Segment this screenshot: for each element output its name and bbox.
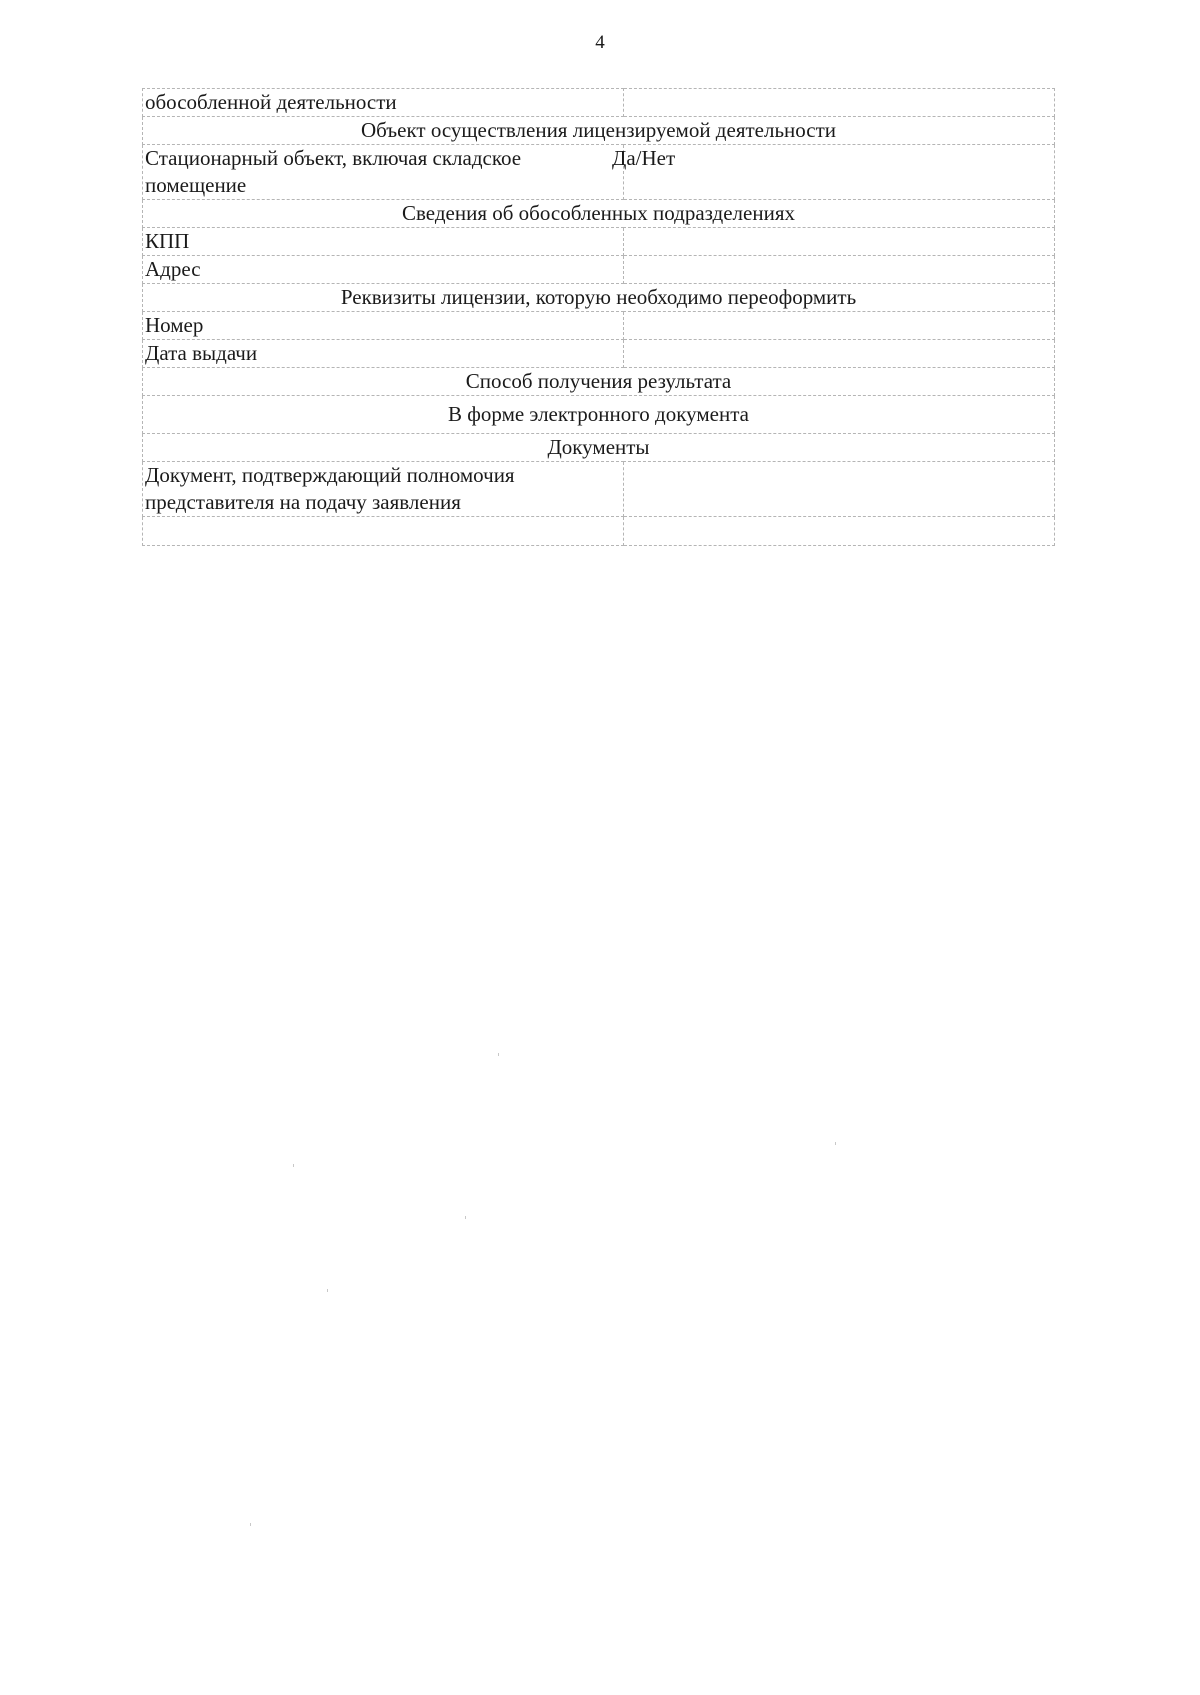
table-row <box>143 368 1055 396</box>
table-row <box>143 312 1055 340</box>
license-section-header: Реквизиты лицензии, которую необходимо переоформить <box>143 284 1055 312</box>
scan-artifact <box>498 1053 499 1056</box>
issue-date-value <box>624 340 1055 368</box>
address-label: Адрес <box>143 256 624 284</box>
table-row <box>143 434 1055 462</box>
table-row <box>143 396 1055 434</box>
result-method-value: В форме электронного документа <box>143 396 1055 434</box>
result-method-section-header: Способ получения результата <box>143 368 1055 396</box>
stationary-object-value: Да/Нет <box>612 146 676 170</box>
table-row <box>143 228 1055 256</box>
table-row <box>143 462 1055 517</box>
address-value <box>624 256 1055 284</box>
license-number-value <box>624 312 1055 340</box>
table-row <box>143 89 1055 117</box>
authority-document-value <box>624 462 1055 517</box>
scan-artifact <box>835 1142 836 1145</box>
documents-section-header: Документы <box>143 434 1055 462</box>
table-row <box>143 517 1055 546</box>
table-row <box>143 145 1055 200</box>
scan-artifact <box>465 1216 466 1219</box>
stationary-object-label: Стационарный объект, включая складское помещение <box>143 145 624 200</box>
table-row <box>143 117 1055 145</box>
empty-cell <box>143 517 624 546</box>
authority-document-label: Документ, подтверждающий полномочия представителя на подачу заявления <box>143 462 624 517</box>
separate-activity-label: обособленной деятельности <box>143 89 624 117</box>
application-form-table <box>142 88 1055 546</box>
issue-date-label: Дата выдачи <box>143 340 624 368</box>
subdivisions-section-header: Сведения об обособленных подразделениях <box>143 200 1055 228</box>
table-row <box>143 284 1055 312</box>
separate-activity-value <box>624 89 1055 117</box>
kpp-value <box>624 228 1055 256</box>
empty-cell <box>624 517 1055 546</box>
scan-artifact <box>250 1523 251 1526</box>
kpp-label: КПП <box>143 228 624 256</box>
table-row <box>143 340 1055 368</box>
scan-artifact <box>293 1164 294 1167</box>
license-number-label: Номер <box>143 312 624 340</box>
stationary-object-cell <box>612 145 1055 200</box>
page-number: 4 <box>595 32 605 53</box>
table-row <box>143 200 1055 228</box>
scan-artifact <box>327 1289 328 1292</box>
table-row <box>143 256 1055 284</box>
object-section-header: Объект осуществления лицензируемой деятельности <box>143 117 1055 145</box>
